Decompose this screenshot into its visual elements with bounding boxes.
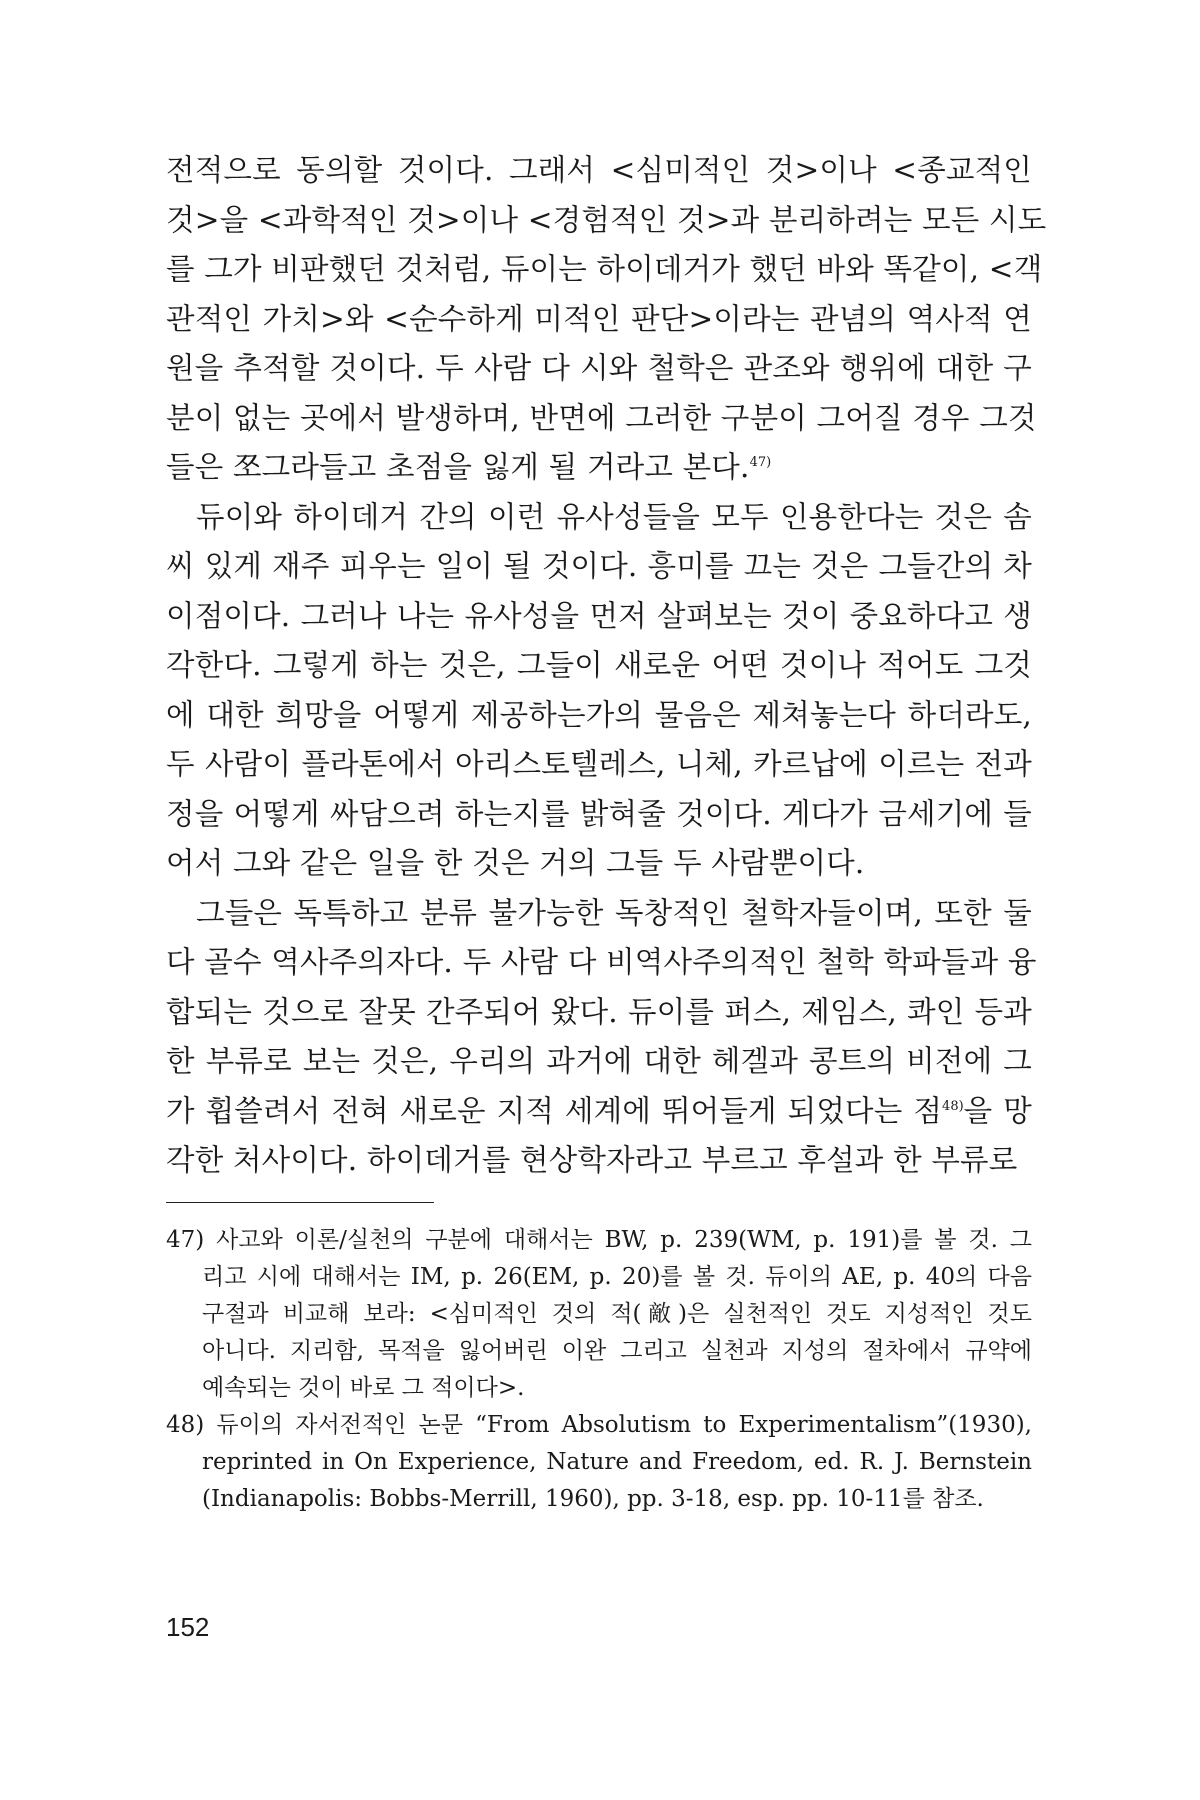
page-number: 152: [166, 1612, 210, 1642]
text-line: [166, 443, 1032, 493]
footnote-line: 예속되는 것이 바로 그 적이다>.: [202, 1375, 525, 1401]
footnote-line: 47) 사고와 이론/실천의 구분에 대해서는 BW, p. 239(WM, p. 191)를 볼 것. 그: [166, 1227, 1032, 1253]
footnote-reference-48[interactable]: 48): [942, 1098, 964, 1114]
text-line: 정을 어떻게 싸담으려 하는지를 밝혀줄 것이다. 게다가 금세기에 들: [166, 796, 1032, 831]
text-line: 합되는 것으로 잘못 간주되어 왔다. 듀이를 퍼스, 제임스, 콰인 등과: [166, 994, 1032, 1029]
footnote-line: 구절과 비교해 보라: <심미적인 것의 적(敵)은 실천적인 것도 지성적인 것도: [202, 1301, 1032, 1327]
text-line: 두 사람이 플라톤에서 아리스토텔레스, 니체, 카르납에 이르는 전과: [166, 747, 1032, 781]
text-line: 에 대한 희망을 어떻게 제공하는가의 물음은 제쳐놓는다 하더라도,: [166, 697, 1032, 732]
text-line: 분이 없는 곳에서 발생하며, 반면에 그러한 구분이 그어질 경우 그것: [166, 400, 1037, 435]
footnote-line: (Indianapolis: Bobbs-Merrill, 1960), pp. 3-18, esp. pp. 10-11를 참조.: [202, 1486, 984, 1512]
text-line: 다 골수 역사주의자다. 두 사람 다 비역사주의적인 철학 학파들과 융: [166, 945, 1037, 979]
footnote-47: [166, 1222, 1032, 1407]
footnotes: [166, 1222, 1032, 1518]
footnote-line: reprinted in On Experience, Nature and Freedom, ed. R. J. Bernstein: [202, 1449, 1032, 1475]
footnote-48: [166, 1407, 1032, 1518]
text-line-content: 가 휩쓸려서 전혀 새로운 지적 세계에 뛰어들게 되었다는 점: [166, 1093, 943, 1128]
paragraph-start-line: 듀이와 하이데거 간의 이런 유사성들을 모두 인용한다는 것은 솜: [196, 499, 1032, 534]
text-line: 어서 그와 같은 일을 한 것은 거의 그들 두 사람뿐이다.: [166, 846, 865, 880]
text-line: [166, 1087, 1032, 1137]
text-line: 를 그가 비판했던 것처럼, 듀이는 하이데거가 했던 바와 똑같이, <객: [166, 252, 1043, 286]
footnote-reference-47[interactable]: 47): [749, 455, 772, 471]
footnote-line: 48) 듀이의 자서전적인 논문 “From Absolutism to Experimentalism”(1930),: [166, 1412, 1032, 1438]
footnote-divider: [166, 1202, 434, 1203]
footnote-line: 리고 시에 대해서는 IM, p. 26(EM, p. 20)를 볼 것. 듀이의 AE, p. 40의 다음: [202, 1264, 1032, 1290]
text-line: 것>을 <과학적인 것>이나 <경험적인 것>과 분리하려는 모든 시도: [166, 202, 1047, 237]
body-text: [166, 146, 1047, 1186]
text-line-content: 을 망: [963, 1093, 1032, 1128]
text-line: 관적인 가치>와 <순수하게 미적인 판단>이라는 관념의 역사적 연: [166, 301, 1032, 336]
footnote-line: 아니다. 지리함, 목적을 잃어버린 이완 그리고 실천과 지성의 절차에서 규약에: [202, 1338, 1032, 1364]
text-line: 원을 추적할 것이다. 두 사람 다 시와 철학은 관조와 행위에 대한 구: [166, 351, 1032, 385]
text-line: 씨 있게 재주 피우는 일이 될 것이다. 흥미를 끄는 것은 그들간의 차: [166, 549, 1032, 583]
text-line: 각한다. 그렇게 하는 것은, 그들이 새로운 어떤 것이나 적어도 그것: [166, 648, 1032, 682]
text-line: 각한 처사이다. 하이데거를 현상학자라고 부르고 후설과 한 부류로: [166, 1143, 1018, 1177]
text-line-content: 들은 쪼그라들고 초점을 잃게 될 거라고 본다.: [166, 450, 750, 484]
text-line: 이점이다. 그러나 나는 유사성을 먼저 살펴보는 것이 중요하다고 생: [166, 598, 1032, 633]
text-line: 전적으로 동의할 것이다. 그래서 <심미적인 것>이나 <종교적인: [166, 153, 1032, 187]
paragraph-start-line: 그들은 독특하고 분류 불가능한 독창적인 철학자들이며, 또한 둘: [196, 895, 1032, 930]
text-line: 한 부류로 보는 것은, 우리의 과거에 대한 헤겔과 콩트의 비전에 그: [166, 1044, 1032, 1078]
